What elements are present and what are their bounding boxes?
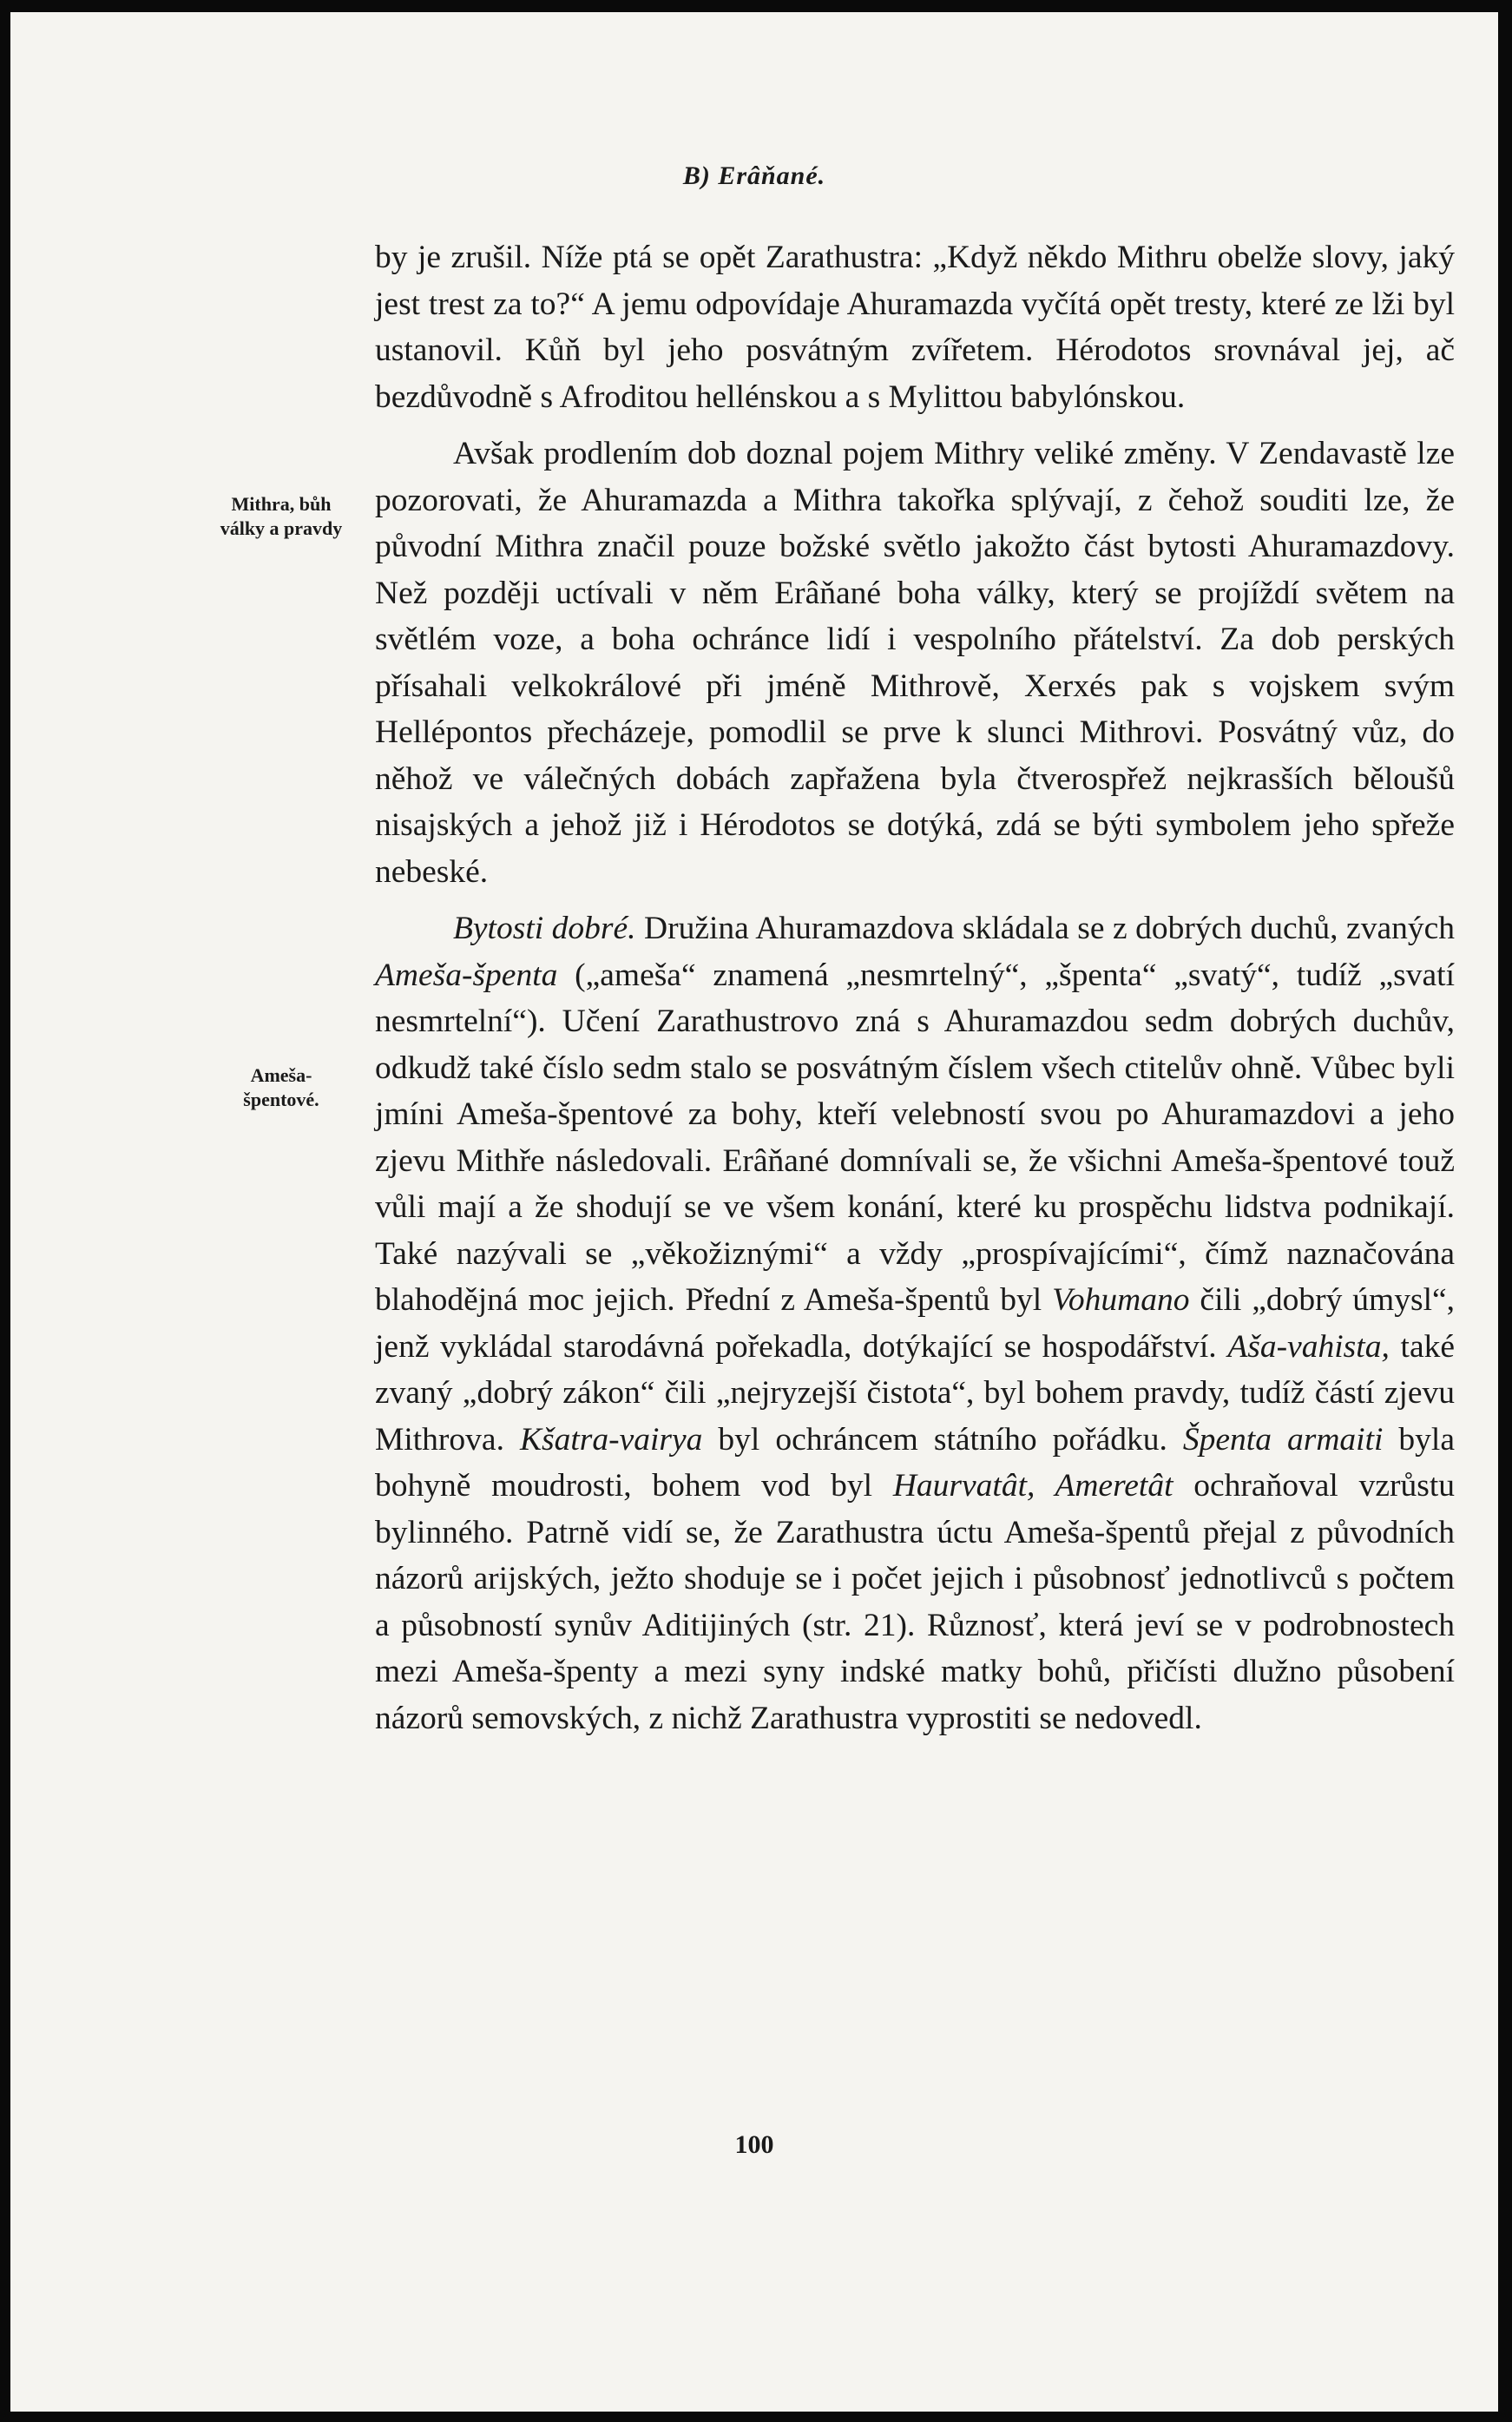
- paragraph: [375, 234, 1455, 420]
- text-run: („ameša“ znamená „nesmrtelný“, „špenta“ „svatý“, tudíž „svatí nesmrtelní“). Učení Zarathustrovo zná s Ahuramazdou sedm dobrých duchův, odkudž také číslo sedm stalo se posvátným číslem všech ctitelův ohně. Vůbec byli jmíni Ameša-špentové za bohy, kteří velebností svou po Ahuramazdovi a jeho zjevu Mithře následovali. Erâňané domnívali se, že všichni Ameša-špentové touž vůli mají a že shodují se ve všem konání, které ku prospěchu lidstva podnikají. Také nazývali se „věkožiznými“ a vždy „prospívajícími“, čímž naznačována blahodějná moc jejich. Přední z Ameša-špentů byl: [375, 957, 1455, 1318]
- text-run: Avšak prodlením dob doznal pojem Mithry veliké změny. V Zendavastě lze pozorovati, že Ahuramazda a Mithra takořka splývají, z čehož souditi lze, že původní Mithra značil pouze božské světlo jakožto část bytosti Ahuramazdovy. Než později uctívali v něm Erâňané boha války, který se projíždí světem na světlém voze, a boha ochránce lidí i vespolního přátelství. Za dob perských přísahali velkokrálové při jméně Mithrově, Xerxés pak s vojskem svým Hellépontos přecházeje, pomodlil se prve k slunci Mithrovi. Posvátný vůz, do něhož ve válečných dobách zapřažena byla čtverospřež nejkrasších běloušů nisajských a jehož již i Hérodotos se dotýká, zdá se býti symbolem jeho spřeže nebeské.: [375, 436, 1455, 890]
- text-run: Družina Ahuramazdova skládala se z dobrých duchů, zvaných: [635, 911, 1455, 946]
- document-page: [10, 12, 1498, 2412]
- text-run: čili „dobrý úmysl“, jenž vykládal starodávná pořekadla, dotýkající se hospodářství.: [375, 1282, 1456, 1365]
- italic-term: Vohumano: [1052, 1282, 1190, 1318]
- italic-term: Bytosti dobré.: [453, 911, 636, 946]
- italic-term: Haurvatât, Ameretât: [892, 1468, 1173, 1504]
- running-head: B) Erâňané.: [682, 161, 826, 190]
- margin-note-line: Mithra, bůh: [231, 493, 332, 515]
- text-run: by je zrušil. Níže ptá se opět Zarathustra: „Když někdo Mithru obelže slovy, jaký jest trest za to?“ A jemu odpovídaje Ahuramazda vyčítá opět tresty, které ze lži byl ustanovil. Kůň byl jeho posvátným zvířetem. Hérodotos srovnával jej, ač bezdůvodně s Afroditou hellénskou a s Mylittou babylónskou.: [375, 240, 1455, 415]
- paragraph: [375, 905, 1455, 1741]
- margin-note-mithra: [177, 492, 385, 541]
- text-run: také zvaný „dobrý zákon“ čili „nejryzejší čistota“, byl bohem pravdy, tudíž částí zjevu Mithrova.: [375, 1328, 1455, 1458]
- margin-note-line: války a pravdy: [220, 517, 343, 539]
- text-run: byla bohyně moudrosti, bohem vod byl: [375, 1421, 1455, 1504]
- margin-note-line: Ameša-: [250, 1064, 312, 1086]
- text-run: byl ochráncem státního pořádku.: [702, 1421, 1183, 1458]
- page-number: 100: [734, 2130, 774, 2159]
- italic-term: Špenta armaiti: [1182, 1421, 1384, 1458]
- italic-term: Aša-vahista,: [1227, 1328, 1390, 1365]
- margin-note-line: špentové.: [243, 1089, 319, 1110]
- italic-term: Kšatra-vairya: [519, 1421, 703, 1458]
- paragraph: [375, 431, 1455, 895]
- margin-note-amesa: [177, 1063, 385, 1112]
- italic-term: Ameša-špenta: [375, 957, 558, 993]
- body-text: [375, 234, 1455, 1741]
- text-run: ochraňoval vzrůstu bylinného. Patrně vidí se, že Zarathustra úctu Ameša-špentů přejal z původních názorů arijských, ježto shoduje se i počet jejich i působnosť jednotlivců s počtem a působností synův Aditijiných (str. 21). Různosť, která jeví se v podrobnostech mezi Ameša-špenty a mezi syny indské matky bohů, přičísti dlužno působení názorů semovských, z nichž Zarathustra vyprostiti se nedovedl.: [375, 1468, 1455, 1736]
